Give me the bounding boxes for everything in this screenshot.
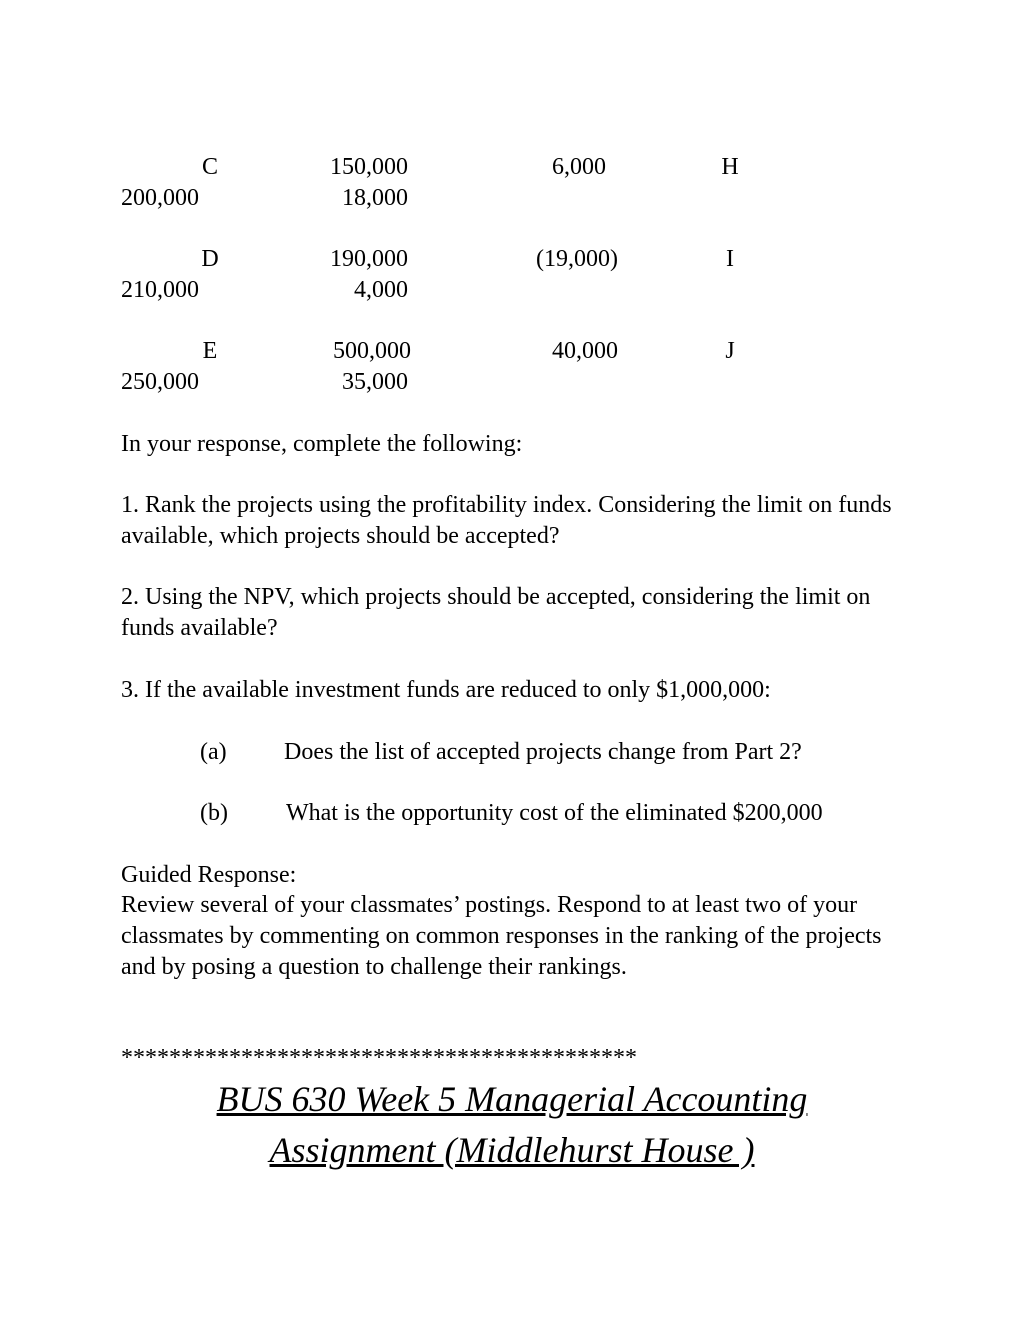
project-npv: 40,000 bbox=[552, 338, 618, 364]
project-cost: 250,000 bbox=[121, 369, 199, 395]
project-cost: 190,000 bbox=[330, 246, 408, 272]
question-3: 3. If the available investment funds are reduced to only $1,000,000: bbox=[121, 677, 771, 703]
project-letter: J bbox=[725, 338, 735, 364]
project-letter: E bbox=[202, 338, 218, 364]
question-3b-label: (b) bbox=[200, 800, 228, 826]
project-letter: H bbox=[721, 154, 739, 180]
project-cost: 150,000 bbox=[330, 154, 408, 180]
project-npv: 4,000 bbox=[354, 277, 408, 303]
project-letter: I bbox=[726, 246, 734, 272]
question-3a-text: Does the list of accepted projects change from Part 2? bbox=[284, 739, 802, 765]
project-cost: 210,000 bbox=[121, 277, 199, 303]
project-cost: 200,000 bbox=[121, 185, 199, 211]
project-npv: 35,000 bbox=[342, 369, 408, 395]
guided-response-body: Review several of your classmates’ postings. Respond to at least two of your classmates by commenting on common responses in the ranking of the projects and by posing a question to challenge their rankings. bbox=[121, 892, 882, 980]
guided-response-heading: Guided Response: bbox=[121, 862, 297, 888]
question-2: 2. Using the NPV, which projects should be accepted, considering the limit on funds available? bbox=[121, 584, 871, 641]
project-npv: 6,000 bbox=[552, 154, 606, 180]
separator-stars: ******************************************* bbox=[121, 1045, 637, 1071]
project-npv: 18,000 bbox=[342, 185, 408, 211]
question-3b-text: What is the opportunity cost of the eliminated $200,000 bbox=[286, 800, 823, 826]
project-letter: C bbox=[201, 154, 218, 180]
question-3a-label: (a) bbox=[200, 739, 227, 765]
instructions-intro: In your response, complete the following: bbox=[121, 431, 523, 457]
project-npv: (19,000) bbox=[536, 246, 618, 272]
project-cost: 500,000 bbox=[333, 338, 411, 364]
assignment-title-line-2: Assignment (Middlehurst House ) bbox=[269, 1130, 755, 1170]
question-1: 1. Rank the projects using the profitability index. Considering the limit on funds available, which projects should be accepted? bbox=[121, 492, 892, 549]
assignment-title-line-1: BUS 630 Week 5 Managerial Accounting bbox=[216, 1079, 808, 1119]
project-letter: D bbox=[201, 246, 219, 272]
